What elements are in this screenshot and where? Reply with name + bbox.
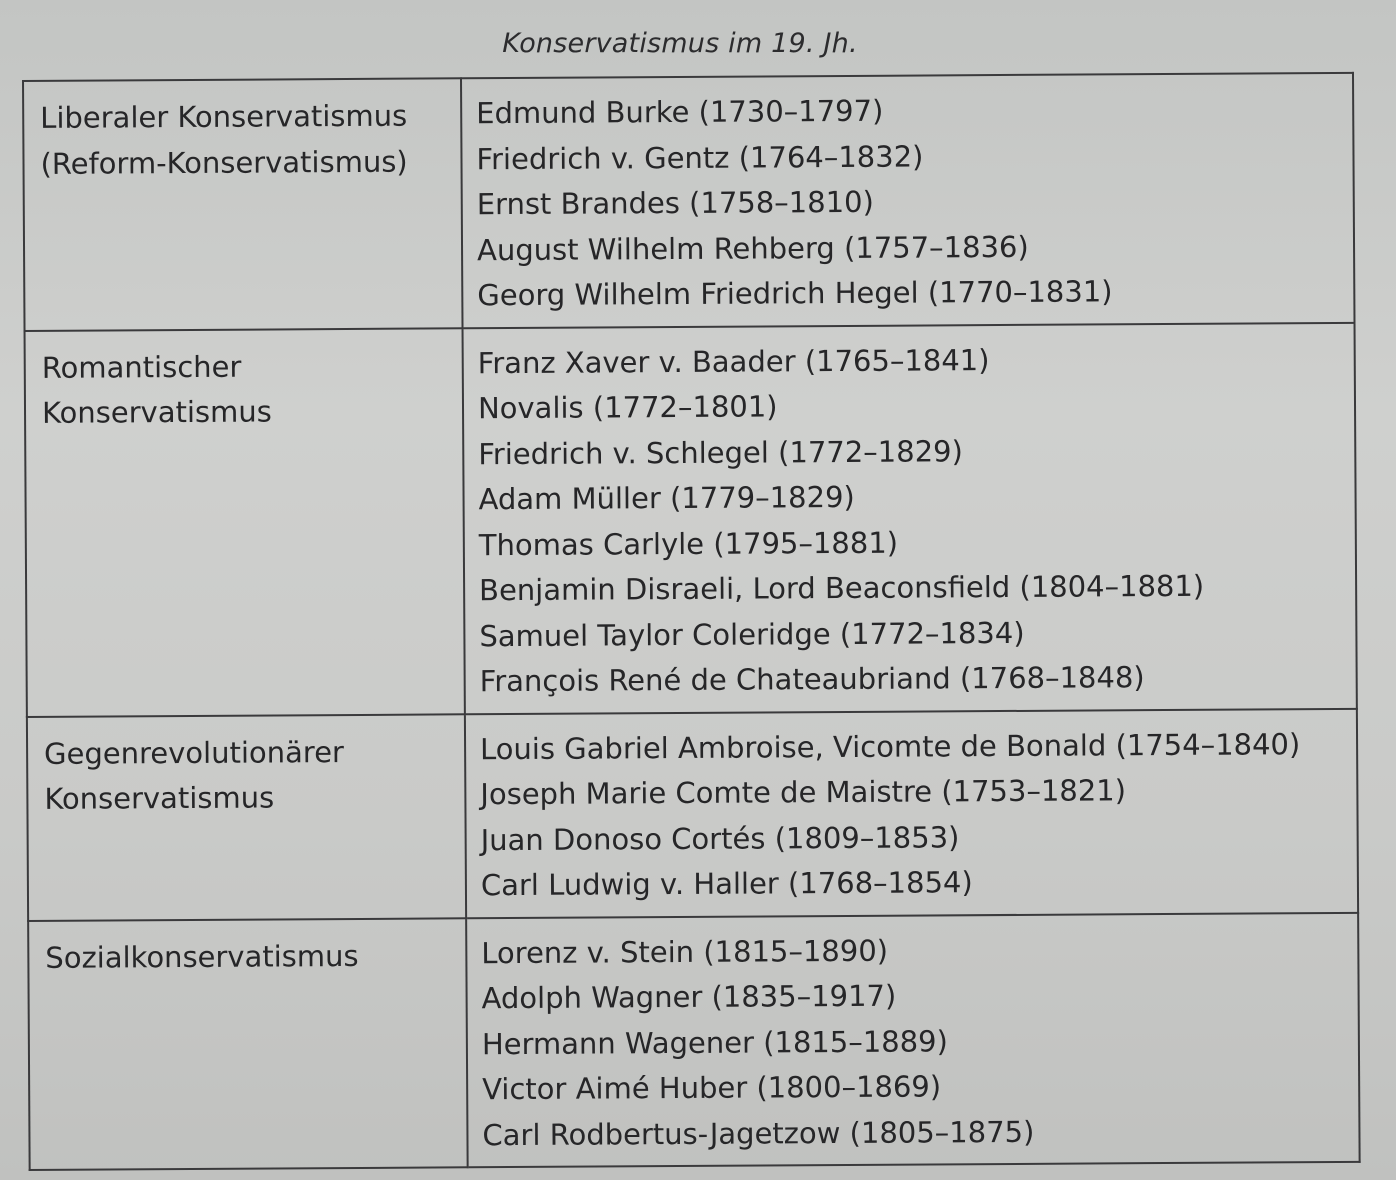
people-cell (463, 322, 1357, 713)
person-entry: Friedrich v. Gentz (1764–1832) (476, 138, 924, 176)
category-label: Liberaler Konservatismus (40, 98, 408, 135)
person-entry: Hermann Wagener (1815–1889) (481, 1023, 948, 1061)
person-entry: August Wilhelm Rehberg (1757–1836) (476, 229, 1029, 267)
person-entry: Novalis (1772–1801) (477, 389, 778, 426)
person-entry: Edmund Burke (1730–1797) (476, 93, 884, 131)
category-label: Romantischer (41, 349, 242, 385)
people-cell (465, 708, 1358, 917)
table-row (25, 322, 1357, 716)
table-row (28, 912, 1359, 1170)
person-entry: Lorenz v. Stein (1815–1890) (481, 933, 889, 970)
table-caption: Konservatismus im 19. Jh. (502, 28, 858, 59)
category-label: Konservatismus (44, 780, 275, 816)
category-label: Konservatismus (41, 394, 272, 430)
person-entry: François René de Chateaubriand (1768–1848) (479, 660, 1145, 699)
category-label: Sozialkonservatismus (45, 938, 359, 975)
person-entry: Franz Xaver v. Baader (1765–1841) (477, 342, 990, 380)
category-cell (28, 918, 468, 1170)
person-entry: Carl Rodbertus-Jagetzow (1805–1875) (482, 1114, 1035, 1152)
person-entry: Benjamin Disraeli, Lord Beaconsfield (1804–1881) (479, 568, 1205, 608)
category-label: (Reform-Konservatismus) (40, 144, 408, 181)
person-entry: Carl Ludwig v. Haller (1768–1854) (480, 865, 973, 903)
person-entry: Samuel Taylor Coleridge (1772–1834) (479, 615, 1025, 653)
person-entry: Adam Müller (1779–1829) (478, 479, 855, 517)
person-entry: Juan Donoso Cortés (1809–1853) (480, 819, 960, 857)
person-entry: Louis Gabriel Ambroise, Vicomte de Bonald (1754–1840) (479, 726, 1301, 766)
category-cell (27, 714, 466, 921)
people-cell (466, 912, 1360, 1167)
person-entry: Thomas Carlyle (1795–1881) (478, 525, 899, 562)
table-row (23, 73, 1354, 331)
person-entry: Friedrich v. Schlegel (1772–1829) (478, 433, 963, 471)
category-cell (23, 78, 463, 330)
conservatism-table (22, 72, 1361, 1171)
person-entry: Adolph Wagner (1835–1917) (481, 978, 897, 1016)
person-entry: Victor Aimé Huber (1800–1869) (482, 1069, 942, 1107)
category-label: Gegenrevolutionärer (44, 734, 345, 771)
person-entry: Ernst Brandes (1758–1810) (476, 184, 874, 222)
person-entry: Georg Wilhelm Friedrich Hegel (1770–1831) (477, 274, 1113, 313)
table-row (27, 708, 1358, 920)
person-entry: Joseph Marie Comte de Maistre (1753–1821) (480, 773, 1127, 812)
people-cell (461, 73, 1355, 328)
category-cell (25, 328, 465, 717)
